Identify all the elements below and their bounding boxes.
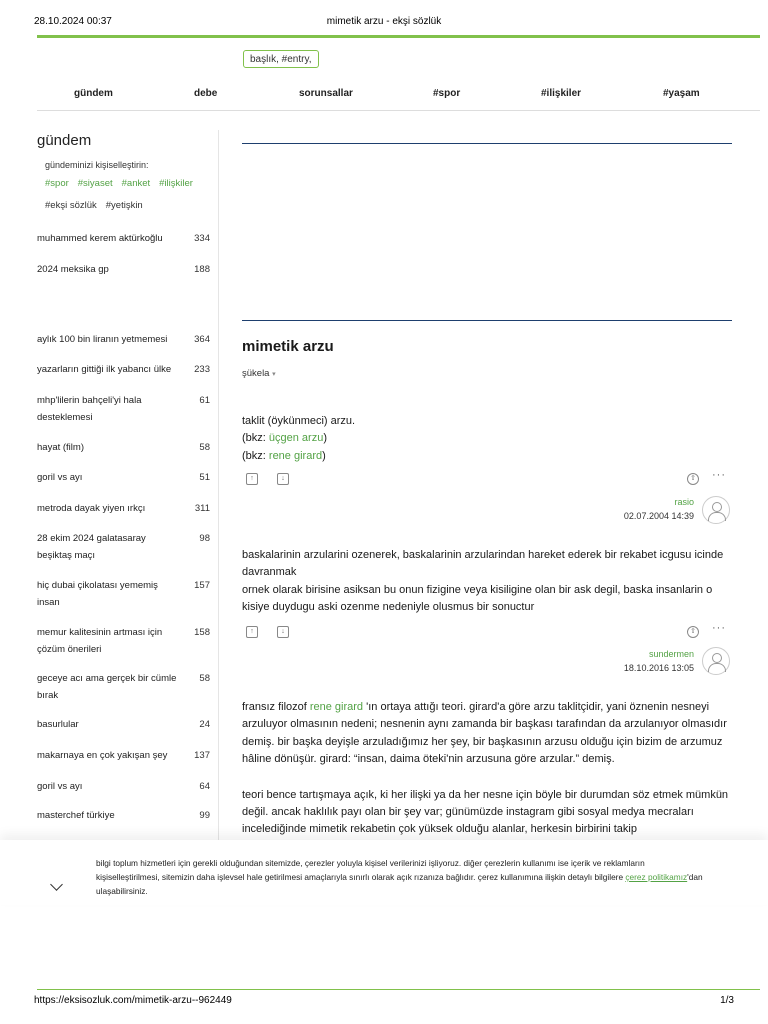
topic-title: geceye acı ama gerçek bir cümle bırak [37,673,177,701]
sort-dropdown[interactable] [242,368,276,379]
sidebar-topic[interactable] [37,807,212,824]
entry-author-info [560,649,694,673]
top-nav [37,86,760,111]
cookie-text [96,856,706,898]
tag-iliskiler[interactable]: #ilişkiler [159,178,193,189]
entry-content [242,413,732,465]
topic-title: goril vs ayı [37,781,83,792]
print-datetime: 28.10.2024 00:37 [34,16,112,27]
print-page-title: mimetik arzu - ekşi sözlük [326,16,442,27]
bkz-link[interactable]: rene girard [309,701,364,713]
entry-actions [242,469,732,487]
cookie-banner [0,840,768,905]
sidebar-topic[interactable] [37,530,212,564]
tag-anket[interactable]: #anket [121,178,151,189]
search-input[interactable]: başlık, #entry, [243,50,319,68]
entry-text-part: fransız filozof [242,701,310,713]
cookie-text-part: bilgi toplum hizmetleri için gerekli olduğundan sitemizde, çerezler yoluyla kişisel verilerinizi işliyoruz. diğer çerezlerin kullanımı ise içerik ve reklamların kişiselleştirilmesi, sitemizin daha işlevsel hale getirilmesi amaçlarıyla sınırlı olarak açık rızanıza bağlıdır. çerez kullanımına ilişkin detaylı bilgilere [96,858,645,882]
topic-title: 2024 meksika gp [37,264,109,275]
topic-title: 28 ekim 2024 galatasaray beşiktaş maçı [37,533,146,561]
sidebar-topic[interactable] [37,392,212,426]
tag-eksi-sozluk[interactable]: #ekşi sözlük [45,200,97,211]
topic-count: 51 [199,472,210,483]
sidebar-topic[interactable] [37,716,212,733]
arrow-down-icon[interactable]: ↓ [277,626,289,638]
entry-text: teori bence tartışmaya açık, ki her ilişki ya da her nesne için böyle bir durumdan söz etmek mümkün değil. ancak haklılık payı olan bir şey var; günümüzde instagram gibi sosyal medya mecraları incelediğinde mimetik rekabetin çok yüksek olduğu alanlar, herkesin birbirini takip [242,788,729,836]
topic-count: 334 [194,233,210,244]
arrow-down-icon[interactable]: ↓ [277,473,289,485]
sidebar-topic[interactable] [37,778,212,795]
sidebar-topic[interactable] [37,624,212,658]
sidebar-topic[interactable] [37,577,212,611]
nav-iliskiler[interactable]: #ilişkiler [541,88,582,99]
author-name[interactable]: sundermen [648,649,694,659]
print-page-number: 1/3 [720,995,734,1006]
topic-title: aylık 100 bin liranın yetmemesi [37,334,168,345]
topic-title: masterchef türkiye [37,810,115,821]
nav-yasam[interactable]: #yaşam [663,88,700,99]
topic-count: 98 [199,533,210,544]
topic-title: basurlular [37,719,79,730]
entry-text [242,430,732,447]
entry-text: taklit (öykünmeci) arzu. [242,415,356,427]
entry-date[interactable]: 18.10.2016 13:05 [623,663,694,673]
entry-content [242,547,732,617]
tag-spor[interactable]: #spor [45,178,69,189]
arrow-up-icon[interactable]: ↑ [246,626,258,638]
sort-label: şükela [242,368,270,379]
bkz-suffix: ) [322,449,326,462]
entry-author-info [560,497,694,521]
bkz-prefix: (bkz: [242,432,269,445]
topic-title: makarnaya en çok yakışan şey [37,750,168,761]
topic-title: hiç dubai çikolatası yememiş insan [37,580,158,608]
topic-title: muhammed kerem aktürkoğlu [37,233,163,244]
topic-title: goril vs ayı [37,472,83,483]
topic-count: 24 [199,719,210,730]
topic-count: 64 [199,781,210,792]
page-title[interactable]: mimetik arzu [242,338,334,355]
cookie-policy-link[interactable]: çerez politikamız [625,872,688,882]
cookie-text-part: 'dan ulaşabilirsiniz. [96,872,703,896]
bkz-link[interactable]: üçgen arzu [268,432,324,445]
sidebar-topic[interactable] [37,500,212,517]
bkz-link[interactable]: rene girard [268,449,323,462]
footer-accent-line [37,989,760,990]
topic-count: 157 [194,580,210,591]
topic-count: 61 [199,395,210,406]
sidebar-topic[interactable] [37,230,212,247]
ad-banner [242,143,732,321]
sidebar-tags [45,178,202,189]
topic-count: 311 [194,503,210,514]
topic-title: hayat (film) [37,442,84,453]
entry-content [242,699,732,840]
sidebar-title: gündem [37,132,92,149]
topic-title: memur kalitesinin artması için çözüm önerileri [37,627,163,655]
entry-text [242,448,732,465]
sidebar-topic[interactable] [37,670,212,704]
topic-count: 364 [194,334,210,345]
sidebar-divider [218,130,219,840]
sidebar-topic[interactable] [37,747,212,764]
avatar[interactable] [702,496,730,524]
sidebar-topic[interactable] [37,361,212,378]
share-icon[interactable]: ⇧ [687,626,699,638]
topic-count: 188 [194,264,210,275]
nav-sorunsallar[interactable]: sorunsallar [299,88,353,99]
author-name[interactable]: rasio [674,497,694,507]
header-accent-line [37,35,760,38]
tag-siyaset[interactable]: #siyaset [77,178,113,189]
nav-spor[interactable]: #spor [433,88,461,99]
chevron-down-icon: ▾ [272,371,276,378]
nav-debe[interactable]: debe [194,88,218,99]
entry-text-part: 'ın ortaya attığı teori. girard'a göre arzu taklitçidir, yani öznenin nesneyi arzuluyor olmasının nedeni; nesnenin aynı zamanda bir başkası tarafından da arzulanıyor olmasıdır demiş. bir başka deyişle arzuladığımız her şey, bir başkasının arzusu olduğu için bizim de arzumuz hâline dönüşür. girard: “insan, daima öteki'nin arzusuna göre arzular.” demiş. [242,701,727,766]
topic-title: metroda dayak yiyen ırkçı [37,503,146,514]
chevron-down-icon[interactable] [50,878,63,891]
entry-text: ornek olarak birisine asiksan bu onun fizigine veya kisiligine olan bir ask degil, baska insanlarin o kisiye duydugu aski ozenme nedeniyle olusmus bir sonuctur [242,583,713,614]
entry-date[interactable]: 02.07.2004 14:39 [623,511,694,521]
tag-yetiskin[interactable]: #yetişkin [105,200,143,211]
more-dots-icon[interactable]: ··· [712,469,726,481]
topic-count: 58 [199,673,210,684]
topic-title: mhp'lilerin bahçeli'yi hala desteklemesi [37,395,142,423]
arrow-up-icon[interactable]: ↑ [246,473,258,485]
sidebar-tagline: gündeminizi kişiselleştirin: [45,160,149,170]
more-dots-icon[interactable]: ··· [712,622,726,634]
bkz-prefix: (bkz: [242,449,269,462]
nav-gundem[interactable]: gündem [74,88,113,99]
sidebar-topic[interactable] [37,261,212,278]
print-url: https://eksisozluk.com/mimetik-arzu--962449 [34,995,232,1006]
avatar[interactable] [702,647,730,675]
sidebar-topic[interactable] [37,469,212,486]
sidebar-topic[interactable] [37,439,212,456]
topic-title: yazarların gittiği ilk yabancı ülke [37,364,172,375]
share-icon[interactable]: ⇧ [687,473,699,485]
topic-count: 158 [194,627,210,638]
topic-count: 137 [194,750,210,761]
topic-count: 58 [199,442,210,453]
bkz-suffix: ) [323,432,328,445]
entry-text [242,699,732,769]
sidebar-tags-2 [45,200,152,211]
entry-actions [242,622,732,640]
sidebar-topic[interactable] [37,331,212,348]
entry-text: baskalarinin arzularini ozenerek, baskalarinin arzularindan hareket ederek bir rekabet icgusu icinde davranmak [242,549,724,579]
topic-count: 99 [199,810,210,821]
topic-count: 233 [194,364,210,375]
